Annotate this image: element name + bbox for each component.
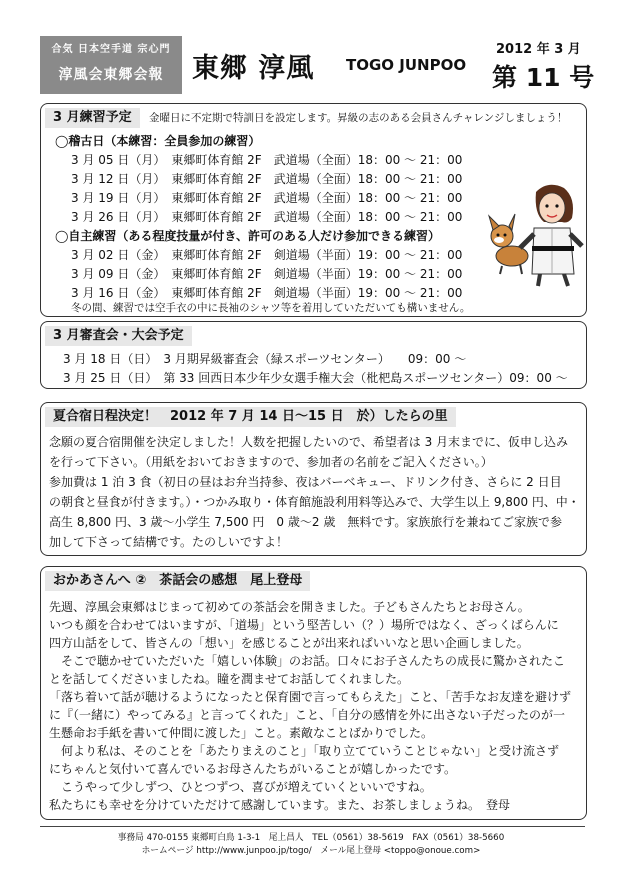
keiko-row: 3 月 19 日（月） 東郷町体育館 2F 武道場（全面）18：00 ～ 21：00 bbox=[71, 191, 463, 205]
keiko-row: 3 月 26 日（月） 東郷町体育館 2F 武道場（全面）18：00 ～ 21：00 bbox=[71, 210, 463, 224]
practice-footnote: 冬の間、練習では空手衣の中に長袖のシャツ等を着用していただいても構いません。 bbox=[71, 302, 471, 314]
exam-schedule-title: 3 月審査会・大会予定 bbox=[45, 326, 192, 346]
issue-number: 第 11 号 bbox=[492, 63, 595, 92]
footer-web-email: ホームページ http://www.junpoo.jp/togo/ メール尾上登母 <toppo@onoue.com> bbox=[141, 846, 481, 856]
exam-row: 3 月 18 日（日） 3 月期昇級審査会（緑スポーツセンター） 09：00 ～ bbox=[63, 352, 467, 366]
jishu-heading: ◯自主練習（ある程度技量が付き、許可のある人だけ参加できる練習） bbox=[55, 229, 440, 243]
practice-schedule-title: 3 月練習予定 bbox=[45, 108, 140, 128]
jishu-row: 3 月 16 日（金） 東郷町体育館 2F 剣道場（半面）19：00 ～ 21：00 bbox=[71, 286, 463, 300]
column-line: そこで聴かせていただいた「嬉しい体験」のお話。口々にお子さんたちの成長に驚かされたこ bbox=[49, 654, 566, 668]
column-line: に『（一緒に）やってみる』と言ってくれた」こと、「自分の感情を外に出さない子だったのが一 bbox=[49, 708, 566, 722]
camp-line: 念願の夏合宿開催を決定しました！人数を把握したいので、希望者は 3 月末までに、仮申し込み bbox=[49, 435, 569, 449]
column-line: 先週、淳風会東郷はじまって初めての茶話会を開きました。子どもさんたちとお母さん。 bbox=[49, 600, 530, 614]
camp-line: 参加費は 1 泊 3 食（初日の昼はお弁当持参、夜はバーベキュー、ドリンク付き、さらに 2 日目 bbox=[49, 475, 562, 489]
summer-camp-section bbox=[40, 402, 587, 556]
karate-girl-icon bbox=[520, 185, 582, 286]
practice-schedule-note: 金曜日に不定期で特訓日を設定します。昇級の志のある会員さんチャレンジしましょう！ bbox=[149, 112, 568, 124]
newsletter-title: 東郷 淳風 bbox=[192, 53, 315, 84]
issue-date: 2012 年 3 月 bbox=[496, 42, 581, 57]
column-line: 私たちにも幸せを分けていただけて感謝しています。また、お茶しましょうね。 登母 bbox=[49, 798, 511, 812]
publication-name: 淳風会東郷会報 bbox=[58, 67, 164, 83]
column-line: こうやって少しずつ、ひとつずつ、喜びが増えていくといいですね。 bbox=[49, 780, 432, 794]
camp-line: 加して下さって結構です。たのしいですよ！ bbox=[49, 535, 289, 549]
jishu-row: 3 月 09 日（金） 東郷町体育館 2F 剣道場（半面）19：00 ～ 21：00 bbox=[71, 267, 463, 281]
keiko-heading: ◯稽古日（本練習：全員参加の練習） bbox=[55, 134, 261, 148]
keiko-row: 3 月 05 日（月） 東郷町体育館 2F 武道場（全面）18：00 ～ 21：00 bbox=[71, 153, 463, 167]
masthead-publisher-block bbox=[40, 36, 182, 94]
column-line: にちゃんと気付いて喜んでいるお母さんたちがいることが嬉しかったです。 bbox=[49, 762, 457, 776]
column-line: いつも顔を合わせてはいますが、「道場」という堅苦しい（？）場所ではなく、ざっくばらんに bbox=[49, 618, 559, 632]
camp-line: を行って下さい。（用紙をおいておきますので、参加者の名前をご記入ください。） bbox=[49, 455, 493, 469]
mothers-column-section bbox=[40, 566, 587, 820]
camp-line: 高生 8,800 円、3 歳～小学生 7,500 円 0 歳～2 歳 無料です。家族旅行を兼ねてご家族で参 bbox=[49, 515, 563, 529]
exam-row: 3 月 25 日（日） 第 33 回西日本少年少女選手権大会（枇杷島スポーツセンター）09：00 ～ bbox=[63, 371, 568, 385]
column-line: 「落ち着いて話が聴けるようになったと保育園で言ってもらえた」こと、「苦手なお友達を避けず bbox=[49, 690, 572, 704]
camp-line: の朝食と昼食が付きます。）・つかみ取り・体育館施設利用料等込みで、大学生以上 9,800 円、中・ bbox=[49, 495, 580, 509]
masthead bbox=[40, 36, 595, 96]
keiko-row: 3 月 12 日（月） 東郷町体育館 2F 武道場（全面）18：00 ～ 21：00 bbox=[71, 172, 463, 186]
jishu-row: 3 月 02 日（金） 東郷町体育館 2F 剣道場（半面）19：00 ～ 21：00 bbox=[71, 248, 463, 262]
column-line: 四方山話をして、皆さんの「想い」を感じることが出来ればいいなと思い企画しました。 bbox=[49, 636, 529, 650]
column-line: 何より私は、そのことを「あたりまえのこと」「取り立てていうことじゃない」と受け流さず bbox=[49, 744, 560, 758]
column-line: 生懸命お手紙を書いて仲間に渡した」こと。素敵なことばかりでした。 bbox=[49, 726, 434, 740]
column-line: とを話してくださいましたね。瞳を潤ませてお話してくれました。 bbox=[49, 672, 410, 686]
mothers-column-title: おかあさんへ ② 茶話会の感想 尾上登母 bbox=[45, 571, 310, 591]
karate-girl-illustration bbox=[484, 178, 584, 288]
newsletter-title-en: TOGO JUNPOO bbox=[346, 56, 467, 74]
footer-divider bbox=[40, 826, 585, 827]
footer-contact: 事務局 470-0155 東郷町白鳥 1-3-1 尾上昌人 TEL（0561）38-5619 FAX（0561）38-5660 bbox=[117, 833, 505, 843]
exam-schedule-section bbox=[40, 321, 587, 389]
organization-name: 合気 日本空手道 宗心門 bbox=[51, 44, 171, 55]
summer-camp-title: 夏合宿日程決定！ 2012 年 7 月 14 日～15 日 於）したらの里 bbox=[45, 407, 456, 427]
